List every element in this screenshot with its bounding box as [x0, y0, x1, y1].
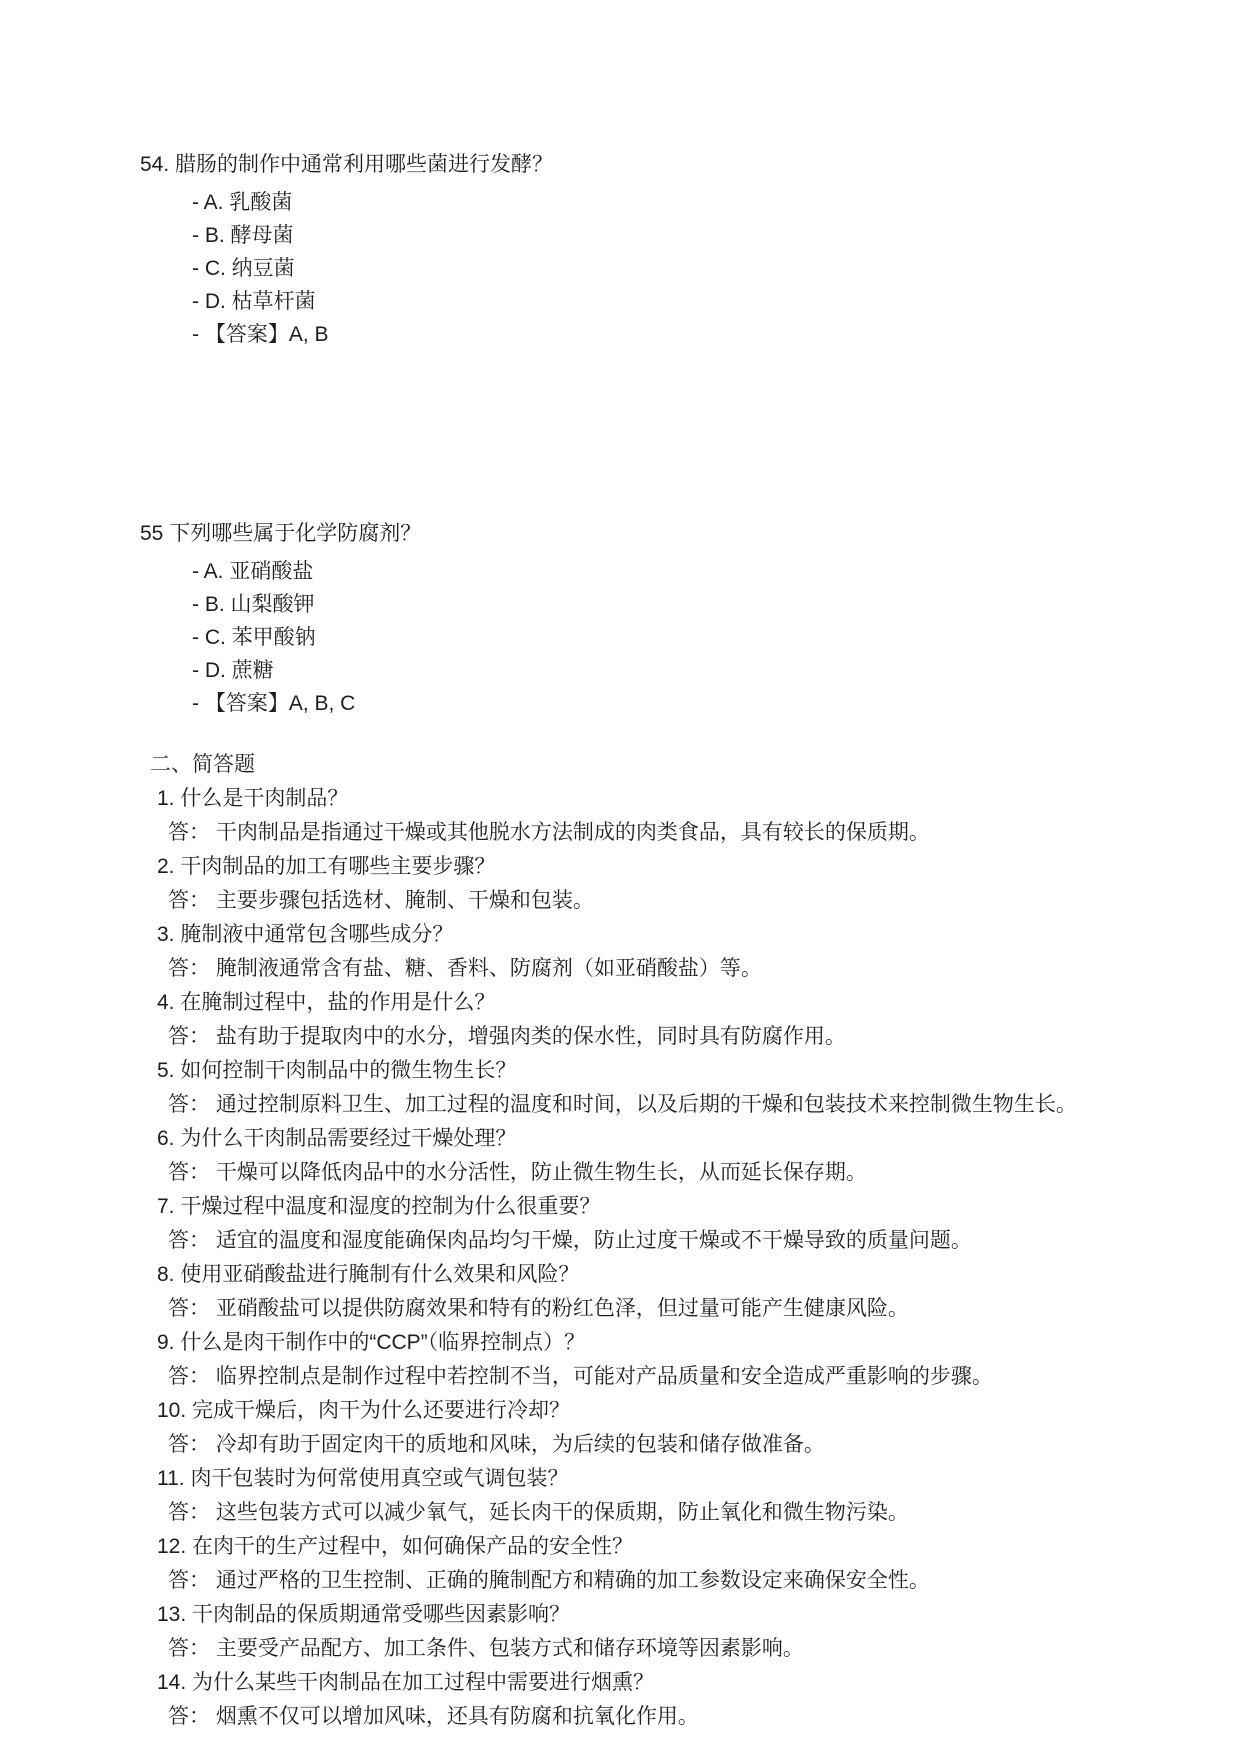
qa-question: 4. 在腌制过程中，盐的作用是什么？ [157, 991, 496, 1014]
qa-question: 9. 什么是肉干制作中的“CCP”（临界控制点）？ [157, 1331, 586, 1354]
qa-answer: 答： 烟熏不仅可以增加风味，还具有防腐和抗氧化作用。 [168, 1705, 699, 1728]
option-a: - A. 乳酸菌 [192, 191, 293, 214]
qa-question: 6. 为什么干肉制品需要经过干燥处理？ [157, 1127, 517, 1150]
qa-answer: 答： 主要受产品配方、加工条件、包装方式和储存环境等因素影响。 [168, 1637, 804, 1660]
qa-answer: 答： 盐有助于提取肉中的水分，增强肉类的保水性，同时具有防腐作用。 [168, 1025, 846, 1048]
qa-question: 2. 干肉制品的加工有哪些主要步骤？ [157, 855, 496, 878]
multiple-choice-question-54 [137, 148, 1103, 351]
qa-question: 7. 干燥过程中温度和湿度的控制为什么很重要？ [157, 1195, 601, 1218]
option-d: - D. 蔗糖 [192, 659, 274, 682]
qa-question: 1. 什么是干肉制品？ [157, 787, 349, 810]
qa-question: 13. 干肉制品的保质期通常受哪些因素影响？ [157, 1603, 571, 1626]
question-text: 55 下列哪些属于化学防腐剂？ [140, 522, 422, 545]
option-c: - C. 苯甲酸钠 [192, 626, 316, 649]
qa-answer: 答： 干燥可以降低肉品中的水分活性，防止微生物生长，从而延长保存期。 [168, 1161, 867, 1184]
answer-line: - 【答案】A, B [192, 323, 329, 346]
qa-answer: 答： 干肉制品是指通过干燥或其他脱水方法制成的肉类食品，具有较长的保质期。 [168, 821, 930, 844]
qa-answer: 答： 适宜的温度和湿度能确保肉品均匀干燥，防止过度干燥或不干燥导致的质量问题。 [168, 1229, 972, 1252]
blank-gap [137, 351, 1103, 517]
short-answer-list [137, 782, 1103, 1734]
section-title: 二、简答题 [150, 753, 255, 776]
answer-line: - 【答案】A, B, C [192, 692, 356, 715]
qa-answer: 答： 冷却有助于固定肉干的质地和风味，为后续的包装和储存做准备。 [168, 1433, 825, 1456]
qa-question: 8. 使用亚硝酸盐进行腌制有什么效果和风险？ [157, 1263, 580, 1286]
qa-answer: 答： 这些包装方式可以减少氧气，延长肉干的保质期，防止氧化和微生物污染。 [168, 1501, 909, 1524]
qa-answer: 答： 通过严格的卫生控制、正确的腌制配方和精确的加工参数设定来确保安全性。 [168, 1569, 930, 1592]
qa-answer: 答： 腌制液通常含有盐、糖、香料、防腐剂（如亚硝酸盐）等。 [168, 957, 762, 980]
qa-question: 5. 如何控制干肉制品中的微生物生长？ [157, 1059, 517, 1082]
qa-question: 3. 腌制液中通常包含哪些成分？ [157, 923, 454, 946]
multiple-choice-question-55 [137, 517, 1103, 720]
option-b: - B. 山梨酸钾 [192, 593, 315, 616]
question-text: 54. 腊肠的制作中通常利用哪些菌进行发酵？ [140, 153, 554, 176]
option-d: - D. 枯草杆菌 [192, 290, 316, 313]
qa-answer: 答： 通过控制原料卫生、加工过程的温度和时间，以及后期的干燥和包装技术来控制微生物生长。 [168, 1093, 1077, 1116]
qa-answer: 答： 主要步骤包括选材、腌制、干燥和包装。 [168, 889, 594, 912]
qa-question: 10. 完成干燥后，肉干为什么还要进行冷却？ [157, 1399, 571, 1422]
option-a: - A. 亚硝酸盐 [192, 560, 314, 583]
option-c: - C. 纳豆菌 [192, 257, 295, 280]
qa-question: 12. 在肉干的生产过程中，如何确保产品的安全性？ [157, 1535, 634, 1558]
qa-question: 14. 为什么某些干肉制品在加工过程中需要进行烟熏？ [157, 1671, 655, 1694]
qa-answer: 答： 临界控制点是制作过程中若控制不当，可能对产品质量和安全造成严重影响的步骤。 [168, 1365, 993, 1388]
option-b: - B. 酵母菌 [192, 224, 294, 247]
qa-answer: 答： 亚硝酸盐可以提供防腐效果和特有的粉红色泽，但过量可能产生健康风险。 [168, 1297, 909, 1320]
qa-question: 11. 肉干包装时为何常使用真空或气调包装？ [157, 1467, 569, 1490]
